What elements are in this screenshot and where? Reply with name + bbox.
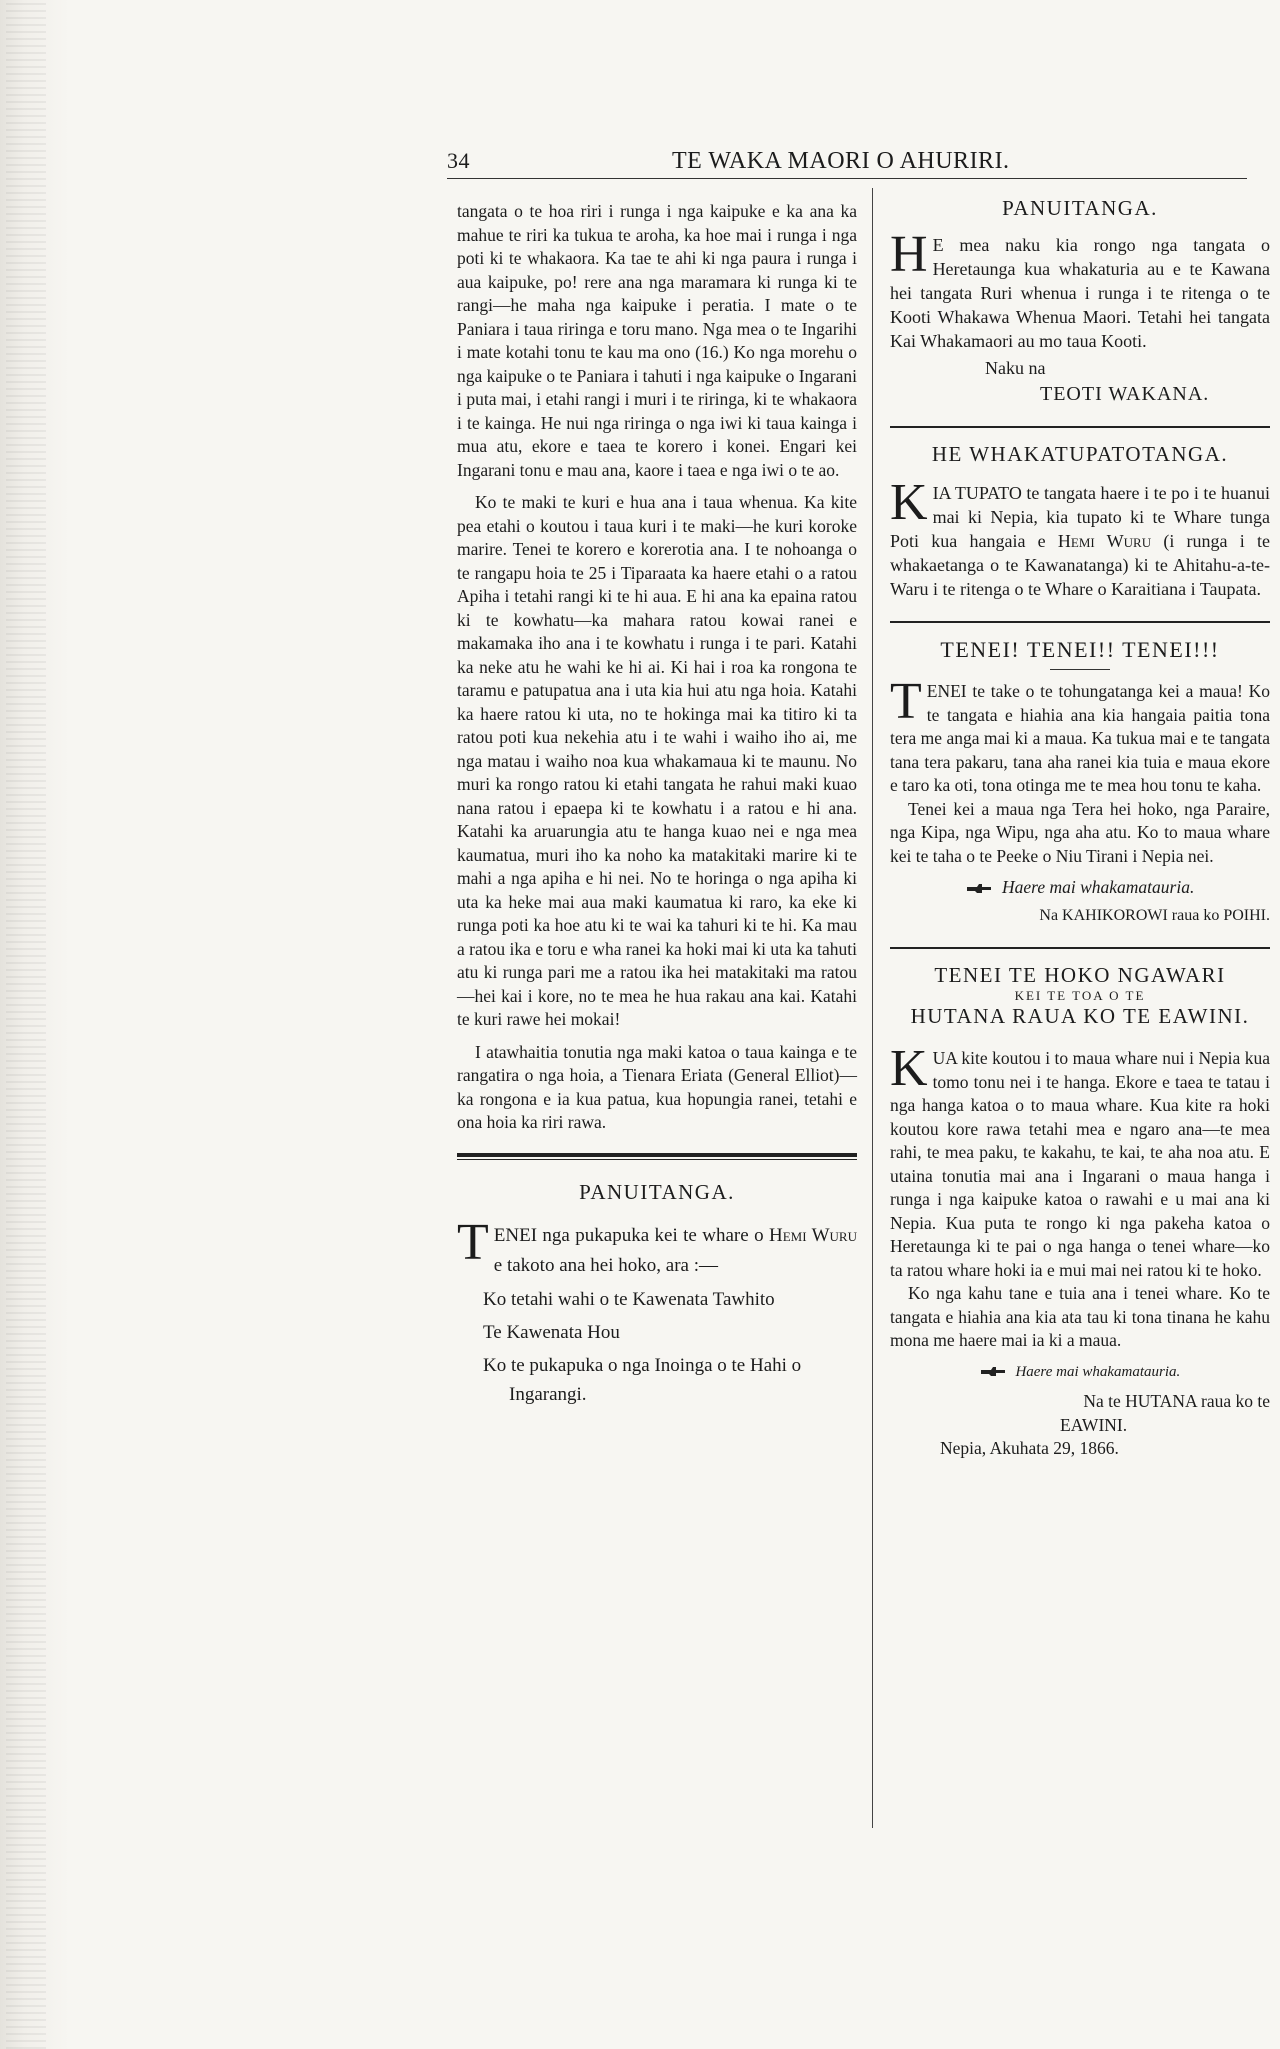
notice-body bbox=[890, 474, 1270, 601]
pointing-hand-icon bbox=[966, 882, 992, 896]
invitation-line bbox=[890, 1361, 1270, 1385]
warning-name: Hemi Wuru bbox=[1057, 531, 1152, 551]
notice-intro-end: e takoto ana hei hoko, ara :— bbox=[493, 1254, 718, 1276]
notice-store bbox=[890, 963, 1270, 1461]
section-rule bbox=[890, 426, 1270, 428]
column-divider bbox=[872, 188, 873, 1828]
notice-heading: HE WHAKATUPATOTANGA. bbox=[931, 442, 1229, 466]
warning-text-end: (i runga i te whakaetanga o te Kawanatanga) ki te Ahitahu-a-te-Waru i te ritenga o te Whare o Karaitiana i Taupata. bbox=[890, 531, 1270, 599]
page-number: 34 bbox=[447, 148, 470, 173]
notice-body: KUA kite koutou i to maua whare nui i Nepia kua tomo tonu nei i te hanga. Ekore e taea te tatau i nga hanga katoa o to maua whare. Kua kite ra hoki koutou kore rawa tetahi mea e ngaro ana—te mea rahi, te mea paku, te kakahu, te kai, te aha noa atu. E utaina tonutia mai ana i Ingarani o maua hanga i runga i nga kaipuke katoa o rawahi e u mai ana ki Nepia. Kua puta te rongo ki nga pakeha katoa o Heretaunga ki te pai o nga hanga o tenei whare—ko ta ratou whare hoki ia e mui mai nei ratou ki te hoko. bbox=[890, 1040, 1270, 1280]
article-paragraph-2: Ko te maki te kuri e hua ana i taua whenua. Ka kite pea etahi o koutou i taua kuri i te maki—he kuri koroke marire. Tenei te korero e korerotia ana. I te nohoanga o te rangapu hoia te 25 i Tiparaata ka haere etahi o a ratou Apiha i tetahi rangi ki te hi aua. E hi ana ka epaina ratou ki te kowhatu—ka mahara ratou kowai ranei e makamaka iho ana i te kowhatu i runga i te pari. Katahi ka neke atu he wahi ke hi ai. Ki hai i roa ka rongona te taramu e patupatua ana i uta kia hui atu nga hoia. Katahi ka haere ratou ki uta, no te hokinga mai ka titiro ki ta ratou poti kua nekehia atu i te wahi i waiho iho ai, me nga matau i waiho noa kua whakamaua ki te maunu. No muri ka rongo ratou ki etahi tangata he rahui maki kuao nana ratou i epaepa ki te kowhatu i a ratou e hi ana. Katahi ka aruarungia atu te hanga kuao nei e nga mea kaumatua, muri iho ka noho ka matakitaki marire ki te mahi a nga apiha e hi nei. No te horinga o nga apiha ki uta ka heke mai aua maki kaumatua ki raro, ka eke ki runga poti ka hoe atu ki te wai ka tahuri ki te hi. Ka mau a ratou ika e toru e wha ranei ka hoki mai ki uta ka tahuti atu ki runga pari me a ratou ika hei matakitaki ma ratou—hei kai i kore, no te mea he hua rakau ana kai. Katahi te kuri rawe hei mokai! bbox=[457, 492, 857, 1029]
invitation-line bbox=[890, 876, 1270, 900]
notice-surveyor bbox=[890, 196, 1270, 406]
notice-heading: PANUITANGA. bbox=[1002, 196, 1158, 220]
notice-intro bbox=[457, 1213, 857, 1281]
notice-heading: PANUITANGA. bbox=[579, 1179, 735, 1204]
notice-body: HE mea naku kia rongo nga tangata o Heretaunga kua whakaturia au e te Kawana hei tangata Ruri whenua i runga i te ritenga o te Kooti Whakawa Whenua Maori. Tetahi hei tangata Kai Whakamaori au mo taua Kooti. bbox=[890, 226, 1270, 351]
store-heading-1: TENEI TE HOKO NGAWARI bbox=[934, 963, 1226, 987]
signature-name: TEOTI WAKANA. bbox=[1040, 382, 1210, 405]
pointing-hand-icon bbox=[980, 1365, 1006, 1379]
notice-heading: TENEI! TENEI!! TENEI!!! bbox=[940, 637, 1220, 662]
store-heading-3: HUTANA RAUA KO TE EAWINI. bbox=[910, 1004, 1250, 1028]
warning-text: KIA TUPATO te tangata haere i te po i te huanui mai ki Nepia, kia tupato ki te Whare tunga Poti kua hangaia e bbox=[890, 474, 1270, 551]
book-list-item: Ko te pukapuka o nga Inoinga o te Hahi o Ingarangi. bbox=[483, 1354, 802, 1405]
notice-body: TENEI te take o te tohungatanga kei a maua! Ko te tangata e hiahia ana kia hangaia paitia tona tera me anga mai ki a maua. Ka tukua mai e te tangata tana tera pakaru, tana aha ranei kia tuia e maua ekore e taro ka oti, tona otinga me te mea hou tonu te kaha. bbox=[890, 673, 1270, 795]
running-title: TE WAKA MAORI O AHURIRI. bbox=[672, 148, 1010, 174]
article-paragraph-1: tangata o te hoa riri i runga i nga kaipuke e ka ana ka mahue te riri ka tukua te aroha, ka hoe mai i runga i nga poti ki te whakaora. Ka tae te ahi ki nga paura i runga i aua kaipuke, po! rere ana nga maramara ki runga ki te rangi—he maha nga kaipuke i peratia. I mate o te Paniara i taua riringa e toru mano. Nga mea o te Ingarihi i mate kotahi tonu te kau ma ono (16.) Ko nga morehu o nga kaipuke o te Paniara i tahuti i nga kaipuke o Ingarani i puta mai, i etahi rangi i muri i te riringa, ki te whakaora i te kainga. He nui nga riringa o nga iwi ki taua kainga i mua atu, ekore e taea te korero i konei. Engari kei Ingarani tonu e mau ana, kaore i taea e nga iwi o te ao. bbox=[457, 201, 857, 480]
article-paragraph-3: I atawhaitia tonutia nga maki katoa o taua kainga e te rangatira o nga hoia, a Tienara Eriata (General Elliot)—ka rongona e ia kua patua, kua hopungia ranei, tetahi e ona hoia ka riri rawa. bbox=[457, 1041, 857, 1132]
header-rule bbox=[447, 178, 1247, 179]
invitation-text: Haere mai whakamatauria. bbox=[1002, 877, 1195, 897]
right-column bbox=[890, 196, 1270, 1461]
signature-prefix: Naku na bbox=[985, 358, 1046, 378]
notice-intro-name: Hemi Wuru bbox=[769, 1224, 857, 1246]
store-heading-2: KEI TE TOA O TE bbox=[1014, 988, 1146, 1003]
binding-shadow bbox=[6, 0, 46, 2049]
section-rule bbox=[890, 621, 1270, 623]
notice-body-2: Ko nga kahu tane e tuia ana i tenei whare. Ko te tangata e hiahia ana kia ata tau ki tona tinana he kahu mona me haere mai ia ki a maua. bbox=[890, 1283, 1270, 1350]
book-list-item: Te Kawenata Hou bbox=[483, 1321, 620, 1343]
signature: Na KAHIKOROWI raua ko POIHI. bbox=[1039, 906, 1270, 924]
invitation-text: Haere mai whakamatauria. bbox=[1015, 1363, 1181, 1380]
notice-body-2: Tenei kei a maua nga Tera hei hoko, nga Paraire, nga Kipa, nga Wipu, nga aha atu. Ko to maua whare kei te taha o te Peeke o Niu Tirani i Nepia nei. bbox=[890, 798, 1270, 866]
signature-line-2: EAWINI. bbox=[1060, 1414, 1128, 1435]
notice-warning bbox=[890, 442, 1270, 601]
left-column bbox=[457, 200, 857, 1413]
section-rule bbox=[457, 1153, 857, 1160]
section-rule bbox=[890, 947, 1270, 949]
dateline: Nepia, Akuhata 29, 1866. bbox=[940, 1438, 1119, 1458]
notice-intro-text: TENEI nga pukapuka kei te whare o bbox=[457, 1213, 764, 1271]
notice-saddlers bbox=[890, 637, 1270, 927]
signature-line-1: Na te HUTANA raua ko te bbox=[1083, 1391, 1270, 1411]
heading-underline bbox=[1050, 669, 1110, 670]
book-list-item: Ko tetahi wahi o te Kawenata Tawhito bbox=[483, 1288, 775, 1310]
